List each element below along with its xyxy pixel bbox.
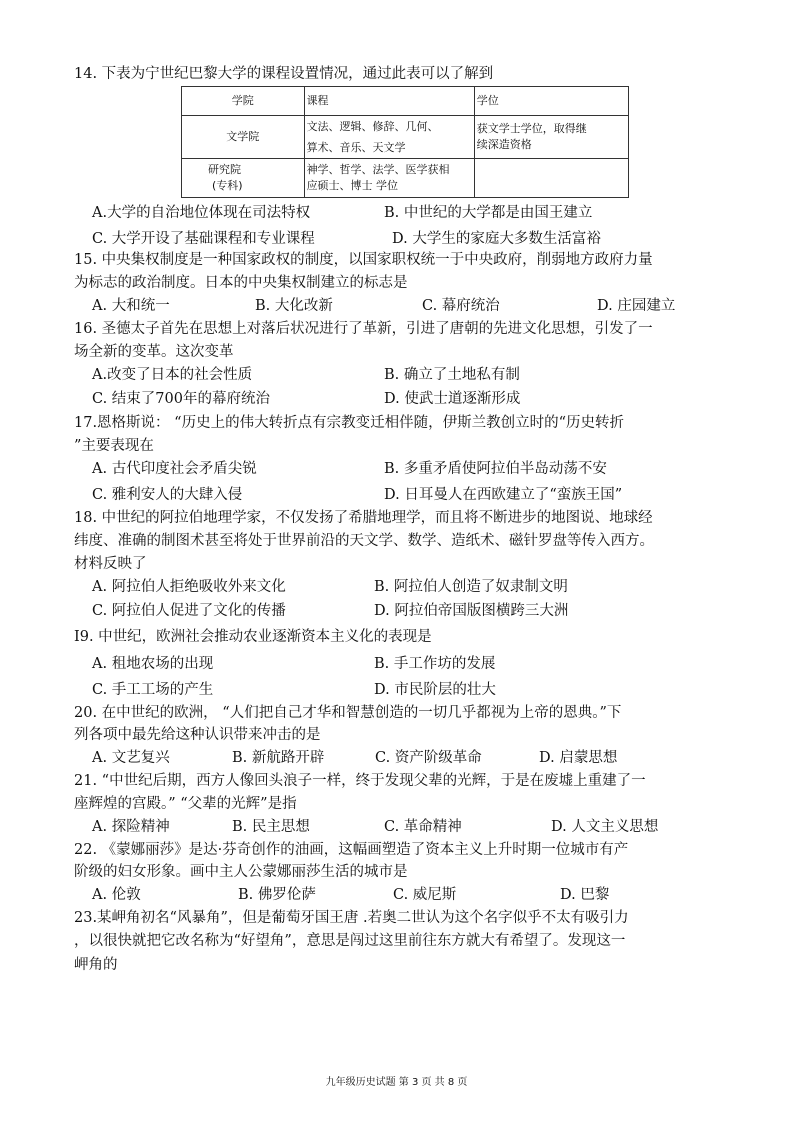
row1-college: 文学院: [182, 116, 305, 159]
row2-college-line1: 研究院: [208, 163, 241, 176]
q20-option-d[interactable]: D. 启蒙思想: [539, 750, 618, 766]
row2-courses-line2: 应硕士、博士 学位: [306, 179, 399, 192]
q17-line2: ”主要表现在: [74, 438, 154, 454]
q23-line2: ，以很快就把它改名称为“好望角”，意思是闯过这里前往东方就大有希望了。发现这一: [74, 933, 626, 949]
q17-options-row1: [92, 459, 732, 479]
q15-line1: 15. 中央集权制度是一种国家政权的制度，以国家职权统一于中央政府，削弱地方政府力量: [74, 252, 653, 268]
q15-option-a[interactable]: A. 大和统一: [92, 298, 170, 314]
q16-line1: 16. 圣德太子首先在思想上对落后状况进行了革新，引进了唐朝的先进文化思想，引发了一: [74, 321, 653, 337]
q20-option-b[interactable]: B. 新航路开辟: [232, 750, 325, 766]
q22-option-a[interactable]: A. 伦敦: [92, 887, 141, 903]
header-courses: 课程: [304, 87, 474, 116]
q18-line2: 纬度、准确的制图术甚至将处于世界前沿的天文学、数学、造纸术、磁针罗盘等传入西方。: [74, 533, 654, 549]
q14-option-a[interactable]: A.大学的自治地位体现在司法特权: [92, 205, 311, 221]
q23-line3: 岬角的: [74, 957, 118, 973]
row1-courses-line1: 文法、逻辑、修辞、几何、: [306, 119, 439, 133]
q21-option-d[interactable]: D. 人文主义思想: [551, 819, 659, 835]
q22-line1: 22. 《蒙娜丽莎》是达·芬奇创作的油画，这幅画塑造了资本主义上升时期一位城市有产: [74, 842, 629, 858]
q17-option-a[interactable]: A. 古代印度社会矛盾尖锐: [92, 461, 257, 477]
row1-degree: [474, 116, 628, 159]
q19-option-c[interactable]: C. 手工工场的产生: [92, 682, 214, 698]
q14-option-d[interactable]: D. 大学生的家庭大多数生活富裕: [392, 231, 601, 247]
q17-options-row2: [92, 485, 732, 505]
q21-line1: 21. “中世纪后期，西方人像回头浪子一样，终于发现父辈的光辉，于是在废墟上重建了一: [74, 773, 646, 789]
q16-option-d[interactable]: D. 使武士道逐渐形成: [384, 391, 521, 407]
q21-line2: 座辉煌的宫殿。” “父辈的光辉”是指: [74, 796, 297, 812]
header-degree: 学位: [474, 87, 628, 116]
q15-line2: 为标志的政治制度。日本的中央集权制建立的标志是: [74, 275, 408, 291]
q20-options: [92, 748, 732, 768]
q17-option-c[interactable]: C. 雅利安人的大肆入侵: [92, 487, 243, 503]
q16-option-b[interactable]: B. 确立了土地私有制: [384, 367, 520, 383]
q18-line3: 材料反映了: [74, 556, 147, 572]
q18-option-a[interactable]: A. 阿拉伯人拒绝吸收外来文化: [92, 579, 286, 595]
q15-option-d[interactable]: D. 庄园建立: [597, 298, 676, 314]
row1-degree-line1: 获文学士学位，取得继: [476, 122, 587, 135]
q15-option-c[interactable]: C. 幕府统治: [422, 298, 500, 314]
q16-options-row2: [92, 389, 732, 409]
q22-options: [92, 885, 732, 905]
q21-option-c[interactable]: C. 革命精神: [384, 819, 462, 835]
page-footer: 九年级历史试题 第 3 页 共 8 页: [325, 1077, 468, 1088]
row1-courses: [304, 116, 474, 159]
q20-option-c[interactable]: C. 资产阶级革命: [375, 750, 482, 766]
q20-line1: 20. 在中世纪的欧洲， “人们把自己才华和智慧创造的一切几乎都视为上帝的恩典。”下: [74, 705, 622, 721]
q19-line1: I9. 中世纪，欧洲社会推动农业逐渐资本主义化的表现是: [74, 629, 432, 645]
q20-option-a[interactable]: A. 文艺复兴: [92, 750, 170, 766]
q14-option-c[interactable]: C. 大学开设了基础课程和专业课程: [92, 231, 315, 247]
course-table: [181, 86, 629, 198]
q14-options-row1: [92, 203, 732, 223]
q19-options-row2: [92, 680, 732, 700]
q17-line1: 17.恩格斯说： “历史上的伟大转折点有宗教变迁相伴随，伊斯兰教创立时的“历史转折: [74, 415, 624, 431]
q19-options-row1: [92, 654, 732, 674]
q21-option-b[interactable]: B. 民主思想: [232, 819, 310, 835]
q19-option-d[interactable]: D. 市民阶层的壮大: [374, 682, 496, 698]
q18-option-b[interactable]: B. 阿拉伯人创造了奴隶制文明: [374, 579, 568, 595]
q18-option-d[interactable]: D. 阿拉伯帝国版图横跨三大洲: [374, 603, 569, 619]
q22-option-d[interactable]: D. 巴黎: [560, 887, 610, 903]
row2-degree: [474, 159, 628, 198]
q21-options: [92, 817, 732, 837]
q17-option-d[interactable]: D. 日耳曼人在西欧建立了“蛮族王国”: [384, 487, 623, 503]
q19-option-a[interactable]: A. 租地农场的出现: [92, 656, 214, 672]
q15-option-b[interactable]: B. 大化改新: [255, 298, 333, 314]
q20-line2: 列各项中最先给这种认识带来冲击的是: [74, 727, 321, 743]
q17-option-b[interactable]: B. 多重矛盾使阿拉伯半岛动荡不安: [384, 461, 607, 477]
table-header-row: [182, 87, 629, 116]
q21-option-a[interactable]: A. 探险精神: [92, 819, 170, 835]
table-row: [182, 159, 629, 198]
q22-line2: 阶级的妇女形象。画中主人公蒙娜丽莎生活的城市是: [74, 864, 408, 880]
row2-courses-line1: 神学、哲学、法学、医学获相: [306, 163, 450, 176]
row1-degree-line2: 续深造资格: [476, 138, 532, 151]
q18-line1: 18. 中世纪的阿拉伯地理学家，不仅发扬了希腊地理学，而且将不断进步的地图说、地球经: [74, 510, 653, 526]
q14-option-b[interactable]: B. 中世纪的大学都是由国王建立: [384, 205, 593, 221]
q14-stem: 14. 下表为宁世纪巴黎大学的课程设置情况，通过此表可以了解到: [74, 66, 494, 82]
q22-option-b[interactable]: B. 佛罗伦萨: [238, 887, 316, 903]
q18-options-row2: [92, 601, 732, 621]
q16-options-row1: [92, 365, 732, 385]
header-college: 学院: [182, 87, 305, 116]
q18-option-c[interactable]: C. 阿拉伯人促进了文化的传播: [92, 603, 286, 619]
q18-options-row1: [92, 577, 732, 597]
q16-option-c[interactable]: C. 结束了700年的幕府统治: [92, 391, 270, 407]
q19-option-b[interactable]: B. 手工作坊的发展: [374, 656, 496, 672]
q22-option-c[interactable]: C. 威尼斯: [393, 887, 457, 903]
row2-college-line2: (专科): [212, 179, 243, 192]
table-row: [182, 116, 629, 159]
q23-line1: 23.某岬角初名“风暴角”，但是葡萄牙国王唐 .若奥二世认为这个名字似乎不太有吸引力: [74, 910, 629, 926]
row2-courses: [304, 159, 474, 198]
q15-options: [92, 296, 732, 316]
q16-option-a[interactable]: A.改变了日本的社会性质: [92, 367, 253, 383]
q14-options-row2: [92, 229, 732, 249]
q16-line2: 场全新的变革。这次变革: [74, 344, 234, 360]
row2-college: [182, 159, 305, 198]
row1-courses-line2: 算术、音乐、天文学: [306, 140, 406, 154]
